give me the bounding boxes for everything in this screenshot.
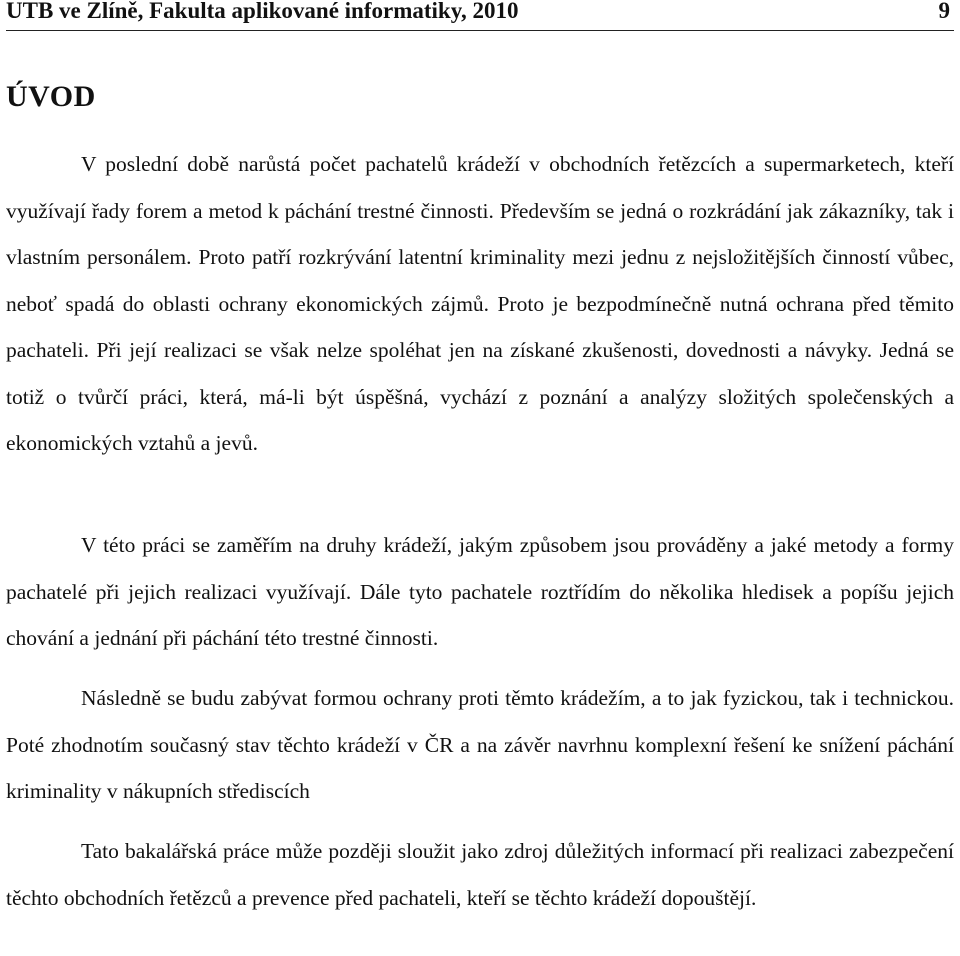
running-header [6, 0, 954, 31]
paragraph-2: V této práci se zaměřím na druhy krádeží, jakým způsobem jsou prováděny a jaké metody a formy pachatelé při jejich realizaci využívají. Dále tyto pachatele roztřídím do několika hledisek a popíšu jejich chování a jednání při páchání této trestné činnosti. [6, 533, 954, 650]
paragraph-1: V poslední době narůstá počet pachatelů krádeží v obchodních řetězcích a supermarketech, kteří využívají řady forem a metod k páchání trestné činnosti. Především se jedná o rozkrádání jak zákazníky, tak i vlastním personálem. Proto patří rozkrývání latentní kriminality mezi jednu z nejsložitějších činností vůbec, neboť spadá do oblasti ochrany ekonomických zájmů. Proto je bezpodmínečně nutná ochrana před těmito pachateli. Při její realizaci se však nelze spoléhat jen na získané zkušenosti, dovednosti a návyky. Jedná se totiž o tvůrčí práci, která, má-li být úspěšná, vychází z poznání a analýzy složitých společenských a ekonomických vztahů a jevů. [6, 152, 954, 455]
header-title: UTB ve Zlíně, Fakulta aplikované informatiky, 2010 [6, 0, 519, 23]
paragraph-3: Následně se budu zabývat formou ochrany proti těmto krádežím, a to jak fyzickou, tak i technickou. Poté zhodnotím současný stav těchto krádeží v ČR a na závěr navrhnu komplexní řešení ke snížení páchání kriminality v nákupních střediscích [6, 686, 954, 803]
paragraph-4: Tato bakalářská práce může později sloužit jako zdroj důležitých informací při realizaci zabezpečení těchto obchodních řetězců a prevence před pachateli, kteří se těchto krádeží dopouštějí. [6, 839, 954, 910]
chapter-title: ÚVOD [6, 80, 96, 113]
page-number: 9 [938, 0, 950, 23]
